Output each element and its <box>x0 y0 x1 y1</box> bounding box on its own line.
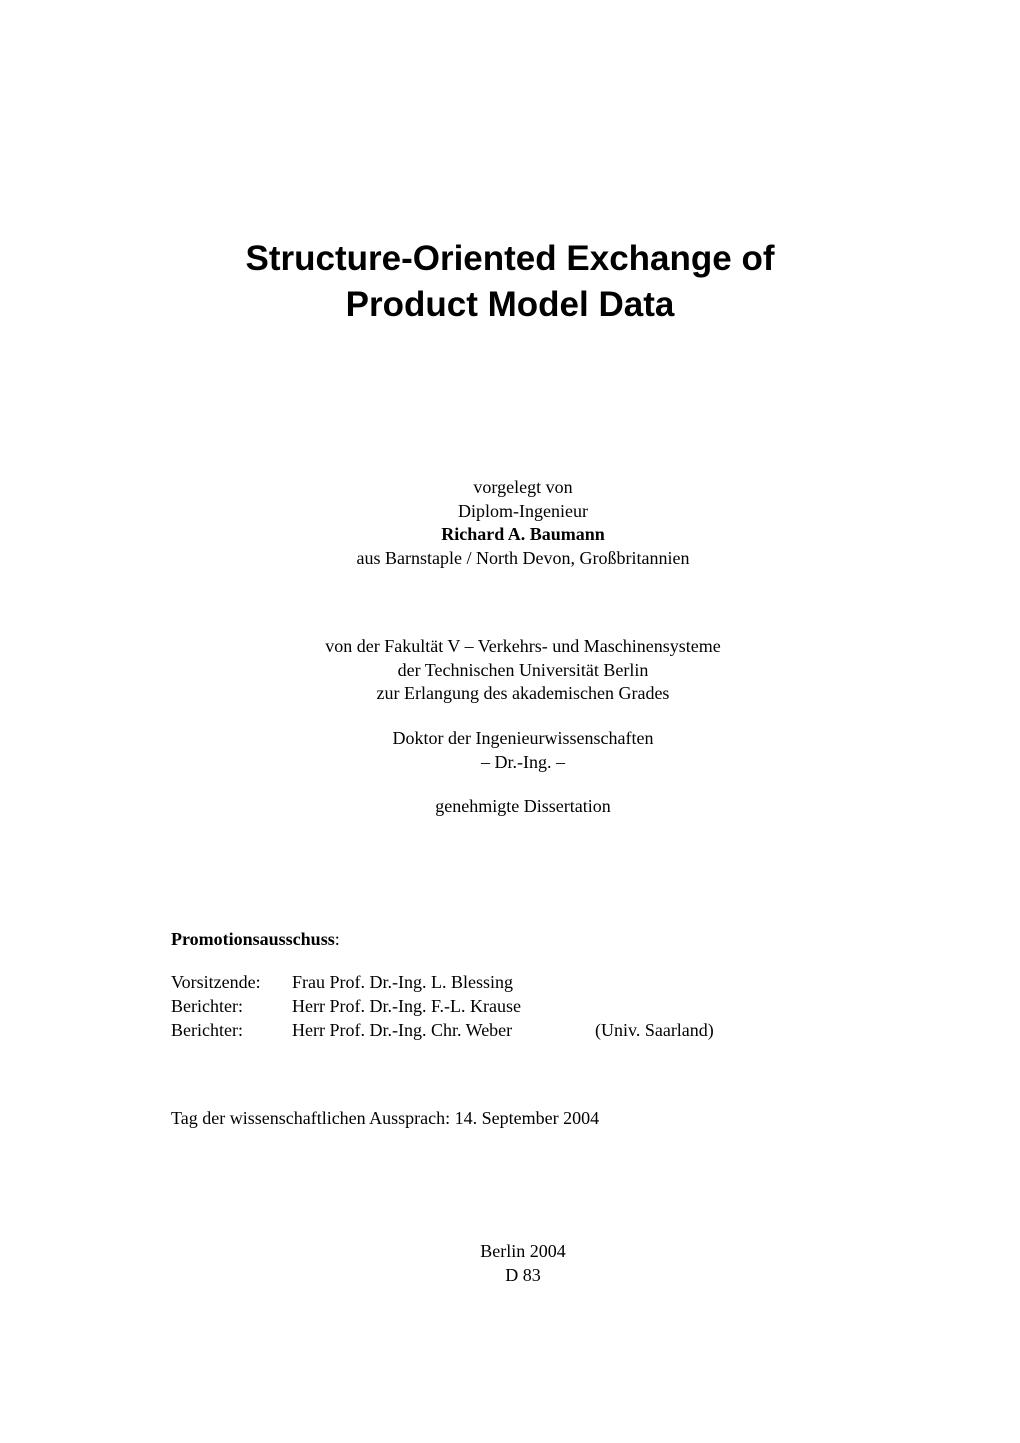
committee-heading-colon: : <box>334 929 340 949</box>
library-code: D 83 <box>505 1264 541 1285</box>
submitted-by-text: vorgelegt von <box>473 477 573 497</box>
degree-block <box>0 727 1020 774</box>
author-degree: Diplom-Ingenieur <box>458 500 588 521</box>
footer-block <box>0 1240 1020 1287</box>
committee-member-role: Berichter: <box>171 1020 243 1040</box>
committee-member-affiliation: (Univ. Saarland) <box>595 1020 714 1040</box>
defense-date: Tag der wissenschaftlichen Aussprach: 14. September 2004 <box>171 1108 600 1128</box>
committee-heading-label: Promotionsausschuss <box>171 929 335 949</box>
faculty-line-2: der Technischen Universität Berlin <box>397 659 649 680</box>
author-origin: aus Barnstaple / North Devon, Großbritannien <box>356 547 690 568</box>
committee-member-role: Berichter: <box>171 996 243 1016</box>
faculty-block <box>0 635 1020 706</box>
faculty-line-3: zur Erlangung des akademischen Grades <box>376 683 670 703</box>
thesis-title-line-1: Structure-Oriented Exchange of <box>245 239 775 278</box>
committee-member-name: Herr Prof. Dr.-Ing. F.-L. Krause <box>292 996 521 1016</box>
author-name: Richard A. Baumann <box>441 524 605 544</box>
thesis-title-line-2: Product Model Data <box>345 285 675 324</box>
approval-block <box>0 795 1020 819</box>
approval-text: genehmigte Dissertation <box>435 796 611 816</box>
place-year: Berlin 2004 <box>480 1241 566 1261</box>
degree-line-1: Doktor der Ingenieurwissenschaften <box>392 728 654 748</box>
faculty-line-1: von der Fakultät V – Verkehrs- und Maschinensysteme <box>325 636 721 656</box>
author-block <box>0 476 1020 570</box>
committee-member-role: Vorsitzende: <box>171 972 261 992</box>
committee-member-name: Frau Prof. Dr.-Ing. L. Blessing <box>292 972 513 992</box>
committee-heading <box>171 928 340 952</box>
degree-line-2: – Dr.-Ing. – <box>481 751 565 772</box>
committee-member-name: Herr Prof. Dr.-Ing. Chr. Weber <box>292 1020 513 1040</box>
thesis-title <box>0 236 1020 328</box>
